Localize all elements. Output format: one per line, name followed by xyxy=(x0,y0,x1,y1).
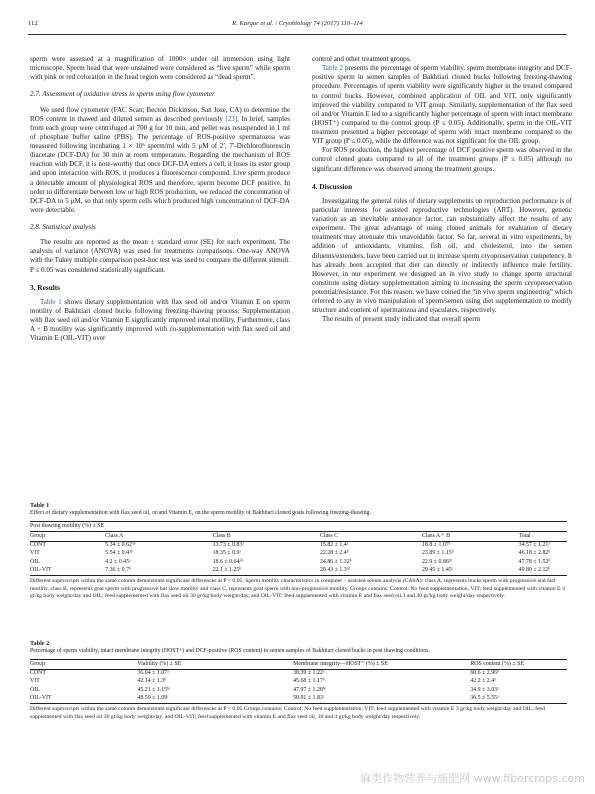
left-column xyxy=(30,55,290,343)
running-header xyxy=(28,20,567,35)
data-table xyxy=(30,659,567,705)
table-cell: VIT xyxy=(30,678,40,685)
column-header: Group xyxy=(30,661,46,667)
table-cell: 24.86 ± 1.32ᵇ xyxy=(319,558,352,565)
table-cell: 45.21 ± 1.15ᵇᶜ xyxy=(137,686,171,693)
paragraph-text: presents the percentage of sperm viability, sperm membrane integrity and DCF-positive sperm in semen samples of Bakhtiari cloned bucks following freezing-thawing procedure. Percentages of sperm viability were significantly higher in the treated compared to control bucks. However, combined application of OIL and VIT, only significantly improved the viability compared to VIT group. Similarly, supplementation of the flax seed oil and/or Vitamin E led to a significantly higher percentage of sperm with intact membrane (HOST⁺) compared to the control group (P ≤ 0.05). Additionally, sperm in the OIL-VIT treatment presented a higher percentage of sperm with intact membrane compared to the VIT group (P ≤ 0.05), while the difference was not significant for the OIL group. xyxy=(312,64,572,146)
table-cell: 5.34 ± 0.62ᵃᵇ xyxy=(105,542,136,548)
table-row xyxy=(30,541,567,550)
table-cell: 18.6 ± 0.64ᵃᵇ xyxy=(212,558,243,565)
section-heading-results: 3. Results xyxy=(30,282,60,292)
journal-citation: R. Kargar et al. / Cryobiology 74 (2017) 110–114 xyxy=(232,20,363,27)
section-heading-2-8: 2.8. Statistical analysis xyxy=(30,223,96,231)
table-cell: 29.45 ± 1.45ᶜ xyxy=(421,567,454,574)
table-cell: 15.82 ± 1.4ᵃ xyxy=(319,542,349,548)
table-cell: 18.8 ± 1.07ᵃ xyxy=(421,542,451,548)
paragraph-discussion: Investigating the general roles of dietary supplements on reproduction performance is of particular interests for assisted reproductive technologies (ART). However, genetic variation as an inevitable annoyance factor, can substantially affect the results of any experiment. The great advantage of using cloned animals for evaluation of dietary treatments may attenuate this unavoidable factor. So far, several in vitro experiments, by addition of antioxidants, vitamins, fish oil, and cholesterol, into the semen diluents/extenders, have been carried out to increase sperm cryopreservation competency. It has already been accepted that diet can directly or indirectly influence male fertility. However, in our experiment we designed an in vivo study to change sperm structural constitute using dietary supplementation aiming to increasing the sperm cryopreservation potential/resistance. For this reason, we have coined the “in vivo sperm engineering” which referred to any in vivo manipulation of sperm/semen using diet supplementation to modify structure and content of spermatozoa and ejaculates, respectively. xyxy=(312,196,572,315)
table-cell: 38.39 ± 1.22ᵃ xyxy=(293,670,325,676)
table-cell: 7.36 ± 0.7ᵇ xyxy=(105,567,131,574)
table-cell: VIT xyxy=(30,550,40,557)
table-row xyxy=(30,550,567,558)
table-row xyxy=(30,678,567,686)
table-1 xyxy=(30,502,567,600)
paragraph-text: . In brief, samples from each group were centrifuged at 700 g for 10 min, and pellet was resuspended in 1 ml of phosphate buffer saline (PBS). The percentage of ROS-positive spermatozoa was measured following incubating 1 × 10⁶ sperm/ml with 5 μM of 2′, 7′-Dichlorofluorescin diacetate (DCF-DA) for 30 min at room temperature. Regarding the mechanism of ROS reaction with DCF, it is note-worthy that once DCF-DA enters a cell, it loses its ester group and upon interaction with ROS, it produces a fluorescence compound. Live sperm produce a detectable amount of physiological ROS and therefore, sperm become DCF positive. In order to differentiate between low or high ROS production, we reduced the concentration of DCF-DA to 5 μM, so that only sperm cells which produced high concentration of DCF-DA were detectable. xyxy=(30,114,290,214)
column-header: Viability (%) ± SE xyxy=(137,661,182,667)
table-cell: 36.5 ± 5.55ᵃ xyxy=(470,695,499,702)
paragraph-table2-summary xyxy=(312,64,572,146)
column-header: ROS content (%) ± SE xyxy=(470,661,524,667)
paragraph-discussion-2: The results of present study indicated that overall sperm xyxy=(322,315,481,324)
table-cell: 60.6 ± 2.96ᵇ xyxy=(470,670,499,676)
table-cell: 22.28 ± 2.4ᵇ xyxy=(319,550,349,557)
right-column xyxy=(312,55,572,325)
section-heading-2-7: 2.7. Assessment of oxidative stress in sperm using flow cytometer xyxy=(30,90,215,99)
table-footnote: Different superscripts within the same column demonstrate significant differences at P < 0.05. Sperm motility characteristics in computer – assisted semen analysis (CASA): class A, represents bucks sperm with progressive and fast motility, class B, represents goat sperm with progressive but slow motility and class C, represents goat sperm with non-progressive motility. Groups contains: Control; No feed supplementation, VIT; feed supplemented with vitamin E 3 gr/kg body weight/day and OIL; feed supplemented with flax seed oil 30 gr/kg body weight/day, and OIL-VIT; feed supplemented with vitamin E and flax seed oil,3 and 30 gr/kg body weight/day respectively. xyxy=(30,578,565,599)
table-caption: Percentage of sperm viability, intact membrane integrity (HOST+) and DCF-positive (ROS content) in semen samples of Bakhtiari cloned bucks in post thawing conditions. xyxy=(30,648,430,654)
column-header: Class A + B xyxy=(421,533,451,539)
paragraph-staining: sperm were assessed at a magnification of 1000× under oil immersion using light microscope. Sperm head that were unstained were considered as “live sperm” while sperm with pink or red coloration in the head region were considered as “dead sperm”. xyxy=(30,55,290,82)
table-footnote: Different superscripts within the same column demonstrate significant differences at P < 0.05.Groups contains: Control; No feed supplementation, VIT; feed supplemented with vitamin E 3 gr/kg body weight/day and OIL; feed supplemented with flax seed oil 30 gr/kg body weight/day, and OIL-VIT; feed supplemented with vitamin E and flax seed oil, 30 and 3 gr/kg body weight/day respectively. xyxy=(30,706,545,720)
table-cell: 22.9 ± 0.86ᵃᵇ xyxy=(421,558,453,565)
table-row xyxy=(30,567,567,576)
table-cell: 47.78 ± 1.52ᵇ xyxy=(518,558,551,565)
table-cell: 50.91 ± 1.83ᶜ xyxy=(293,695,325,702)
table-cell: 22.1 ± 1.25ᵇ xyxy=(212,567,242,574)
table-cell: 48.59 ± 1.09ᶜ xyxy=(137,695,169,702)
paragraph-text: shows dietary supplementation with flax seed oil and/or Vitamin E on sperm motility of Bakhtiari cloned bucks following freezing-thawing process. Supplementation with flax seed oil and/or Vitamin E significantly improved total motility. Furthermore, class A + B motility was significantly improved with co-supplementation with flax seed oil and Vitamin E (OIL-VIT) over xyxy=(30,297,290,343)
table-cell: CONT xyxy=(30,542,47,548)
table-title: Table 1 xyxy=(30,502,50,509)
table-cell: 4.2 ± 0.45ᵃ xyxy=(105,558,131,565)
table-cell: 23.89 ± 1.15ᵇ xyxy=(421,550,454,557)
table-cell: 20.43 ± 1.3ᵃᵇ xyxy=(319,567,351,574)
table-cell: 47.97 ± 1.28ᵇᶜ xyxy=(293,686,327,693)
column-header: Class C xyxy=(319,533,339,539)
table-2 xyxy=(30,640,567,721)
table-cell: 18.35 ± 0.9ᵃ xyxy=(212,550,241,557)
paragraph-text: We used flow cytometer (FAC Scan; Becton Dickinson, San Jose, CA) to determine the ROS content in thawed and diluted semen as described previously xyxy=(30,105,290,123)
section-heading-discussion: 4. Discussion xyxy=(312,181,353,191)
table-cell: 42.14 ± 1.3ᵇ xyxy=(137,678,167,685)
table2-link[interactable]: Table 2 xyxy=(322,64,344,73)
table-cell: 42.2 ± 2.4ᵃ xyxy=(470,678,496,685)
table-row xyxy=(30,686,567,694)
table-cell: OIL xyxy=(30,686,40,693)
table-row xyxy=(30,695,567,704)
span-header: Post thawing motility (%) ± SE xyxy=(30,521,567,531)
watermark: 麻类作物营养与施肥网 www.fibercrops.com xyxy=(360,772,585,785)
table-cell: 45.68 ± 1.17ᵇ xyxy=(293,678,325,685)
paragraph-flow-cytometer xyxy=(30,106,290,216)
data-table xyxy=(30,521,567,577)
column-header: Total xyxy=(518,533,531,539)
table-cell: 5.54 ± 0.4ᵃᵇ xyxy=(105,550,133,557)
column-header: Group xyxy=(30,533,46,539)
table-cell: 36.04 ± 1.07ᵃ xyxy=(137,670,169,676)
table-cell: OIL-VIT xyxy=(30,695,52,702)
reference-link[interactable]: [23] xyxy=(225,114,238,123)
paragraph-statistics: The results are reported as the mean ± standard error (SE) for each experiment. The analysis of variance (ANOVA) was used for treatments comparisons. One-way ANOVA with the Tukey multiple comparison post-hoc test was used to compare the different stimuli. P ≤ 0.05 was considered statistically significant. xyxy=(30,238,290,274)
table-cell: 46.18 ± 2.82ᵇ xyxy=(518,550,551,557)
page-number: 112 xyxy=(28,20,38,27)
table-title: Table 2 xyxy=(30,640,50,647)
paragraph-results xyxy=(30,298,290,344)
paragraph-ros: For ROS production, the highest percentage of DCF positive sperm was observed in the control cloned goats compared to all of the treatment groups (P ≤ 0.05) although no significant difference was observed among the treatment groups. xyxy=(312,146,572,173)
paragraph-continued: control and other treatment groups. xyxy=(312,55,412,63)
column-header: Membrane integrity—HOST⁺ (%) ± SE xyxy=(293,661,388,667)
table1-link[interactable]: Table 1 xyxy=(40,297,62,306)
table-row xyxy=(30,669,567,678)
table-cell: OIL-VIT xyxy=(30,567,52,574)
column-header: Class B xyxy=(212,533,231,539)
table-cell: 13.73 ± 0.83ᵃ xyxy=(212,542,244,548)
table-caption: Effect of dietary supplementation with flax seed oil, or/and Vitamin E, on the sperm motility of Bakhtiari cloned goats following freezing-thawing. xyxy=(30,510,371,516)
column-header: Class A xyxy=(105,533,124,539)
table-row xyxy=(30,558,567,566)
table-cell: 34.57 ± 1.21ᵃ xyxy=(518,542,550,548)
table-cell: OIL xyxy=(30,558,40,565)
table-cell: 34.9 ± 3.03ᵃ xyxy=(470,686,499,693)
table-cell: CONT xyxy=(30,670,47,676)
table-cell: 49.89 ± 2.12ᵇ xyxy=(518,567,551,574)
